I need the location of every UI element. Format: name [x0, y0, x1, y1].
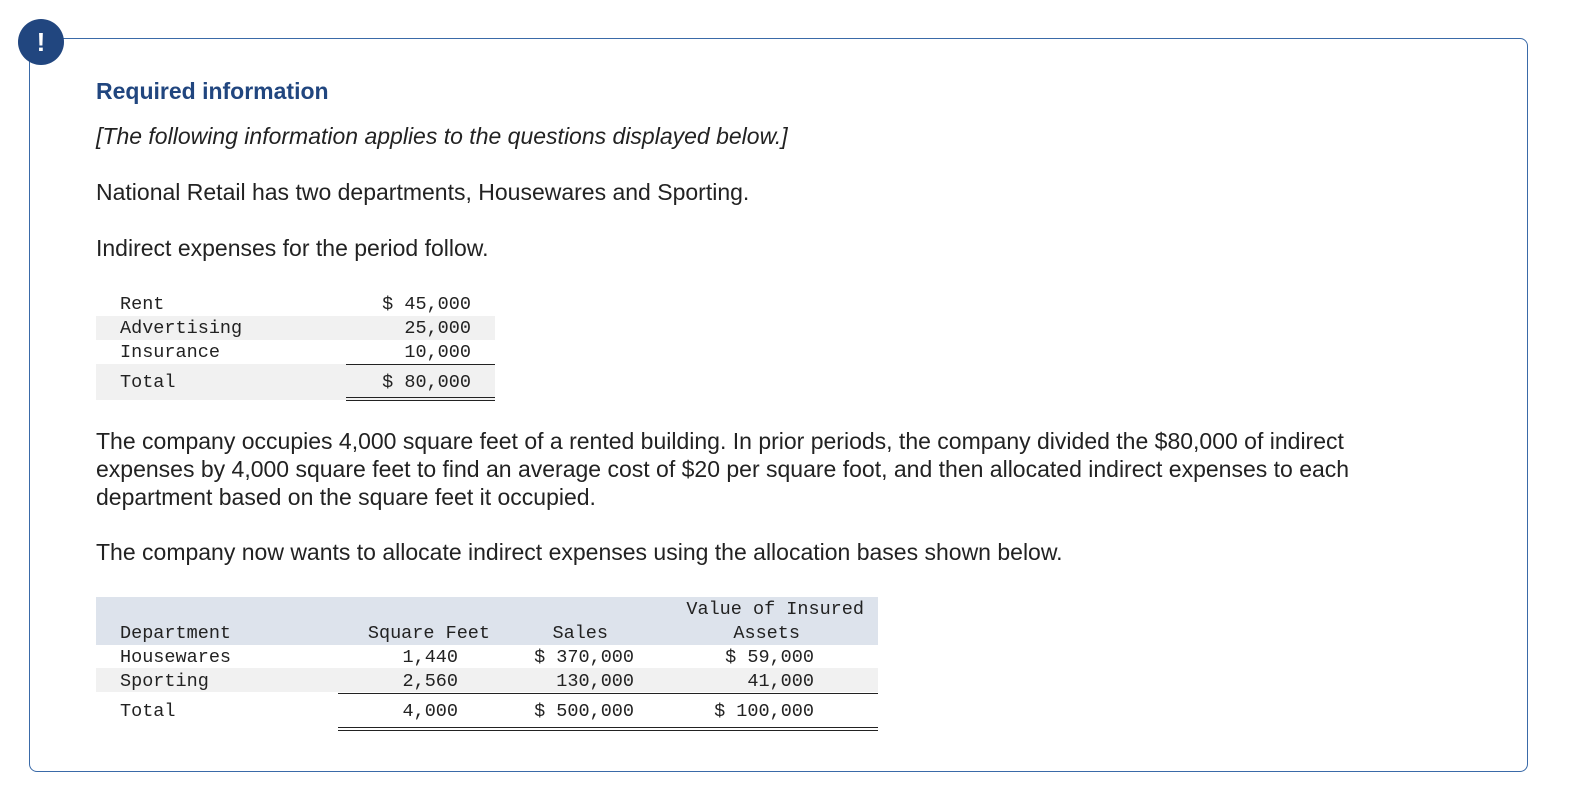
total-square-feet: 4,000	[402, 701, 458, 722]
total-double-rule	[346, 397, 495, 401]
total-value: $ 100,000	[714, 701, 814, 722]
paragraph-prior-allocation: The company occupies 4,000 square feet of a rented building. In prior periods, the company divided the $80,000 of indirect expenses by 4,000 square feet to find an average cost of $20 per square foot, and then allocated indirect expenses to each department based on the square feet it occupied.	[96, 428, 1350, 510]
header-value-line1: Value of Insured	[686, 599, 864, 620]
row-housewares-value: $ 59,000	[725, 647, 814, 668]
expense-total-label: Total	[120, 372, 176, 393]
indirect-expenses-table	[96, 292, 495, 400]
row-sporting-square-feet: 2,560	[402, 671, 458, 692]
header-sales: Sales	[552, 623, 608, 644]
row-housewares-department: Housewares	[120, 647, 232, 668]
total-department: Total	[120, 701, 176, 722]
expense-row-rent	[96, 292, 495, 316]
row-sporting-value: 41,000	[747, 671, 814, 692]
total-sales: $ 500,000	[534, 701, 634, 722]
expense-row-insurance	[96, 340, 495, 364]
row-housewares-square-feet: 1,440	[402, 647, 458, 668]
subtotal-rule	[346, 364, 495, 365]
required-info-title: Required information	[96, 78, 329, 104]
header-value-line2: Assets	[733, 623, 800, 644]
paragraph-new-allocation: The company now wants to allocate indirect expenses using the allocation bases shown below.	[96, 539, 1063, 565]
expense-label: Advertising	[120, 318, 243, 339]
alert-icon: !	[18, 19, 64, 65]
allocation-bases-table	[96, 597, 878, 737]
subtotal-rule	[338, 693, 878, 694]
expense-label: Insurance	[120, 342, 220, 363]
expense-label: Rent	[120, 294, 165, 315]
expense-amount: 25,000	[404, 318, 471, 339]
paragraph-indirect-expenses: Indirect expenses for the period follow.	[96, 235, 489, 261]
expense-amount: 10,000	[404, 342, 471, 363]
total-double-rule-bottom	[338, 730, 878, 731]
row-housewares-sales: $ 370,000	[534, 647, 634, 668]
expense-row-advertising	[96, 316, 495, 340]
row-sporting-department: Sporting	[120, 671, 209, 692]
expense-total-row	[96, 364, 495, 400]
paragraph-departments: National Retail has two departments, Housewares and Sporting.	[96, 179, 750, 205]
intro-note: [The following information applies to the questions displayed below.]	[96, 123, 788, 149]
row-sporting-sales: 130,000	[556, 671, 634, 692]
total-double-rule-top	[338, 727, 878, 728]
header-square-feet: Square Feet	[367, 623, 490, 644]
expense-amount: $ 45,000	[382, 294, 471, 315]
expense-total-amount: $ 80,000	[382, 372, 471, 393]
header-department: Department	[120, 623, 232, 644]
